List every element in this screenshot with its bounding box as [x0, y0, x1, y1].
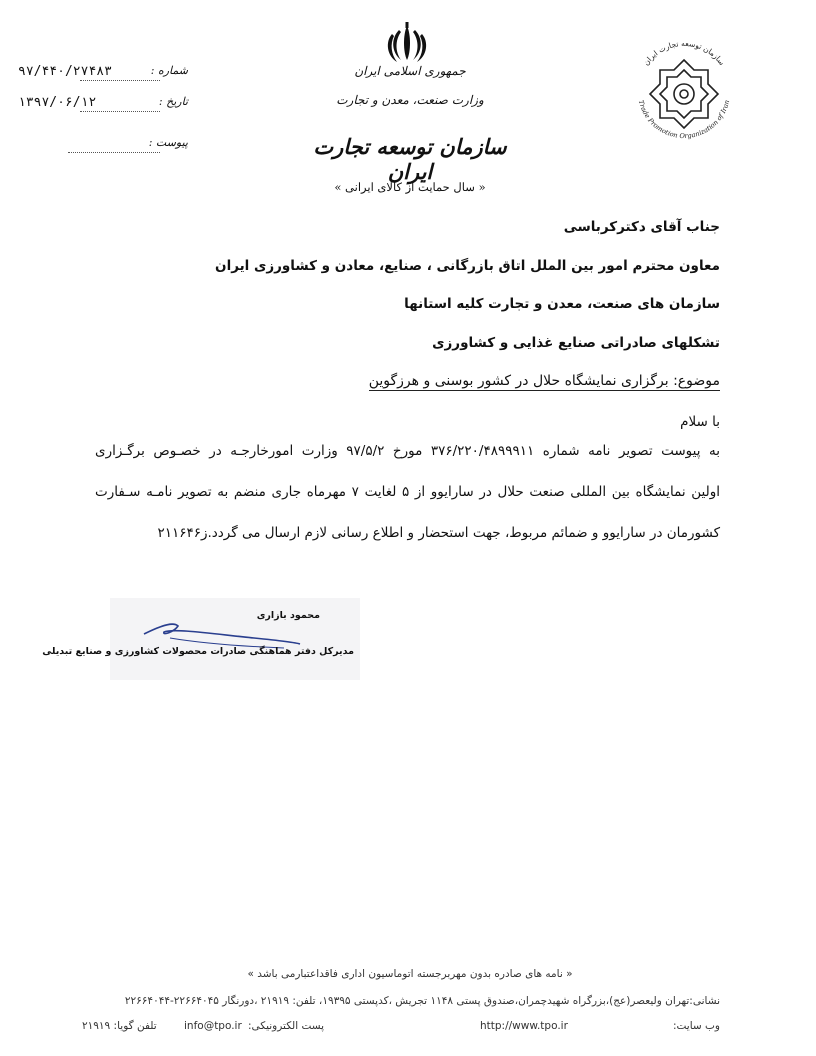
footer-website[interactable]: http://www.tpo.ir: [480, 1020, 568, 1032]
dotted-line: [80, 80, 160, 81]
signatory-title: مدیرکل دفتر هماهنگی صادرات محصولات کشاورزی و صنایع تبدیلی: [42, 646, 354, 657]
attachment-field: [18, 136, 188, 156]
tpo-logo-icon: [624, 30, 744, 150]
letter-subject: موضوع: برگزاری نمایشگاه حلال در کشور بوسنی و هرزگوین: [368, 373, 720, 389]
greeting: با سلام: [680, 414, 720, 430]
footer-phone: تلفن گویا: ۲۱۹۱۹: [82, 1020, 157, 1032]
year-slogan: « سال حمایت از کالای ایرانی »: [334, 180, 486, 194]
recipient-line: سازمان های صنعت، معدن و تجارت کلیه استانها: [404, 296, 720, 312]
logo-en-text: Trade Promotion Organization of Iran: [636, 99, 732, 141]
signature-block: [42, 598, 360, 680]
organization-title: سازمان توسعه تجارت ایران: [313, 134, 507, 184]
logo-fa-text: سازمان توسعه تجارت ایران: [641, 38, 727, 68]
footer-email[interactable]: info@tpo.ir: [184, 1020, 242, 1032]
recipient-line: جناب آقای دکترکرباسی: [563, 219, 720, 235]
letter-date-label: تاریخ :: [158, 95, 188, 108]
iran-emblem-icon: [383, 22, 431, 66]
svg-text:سازمان توسعه تجارت ایران: [642, 39, 727, 68]
svg-text:Trade Promotion Organization o: [637, 99, 731, 140]
recipient-line: معاون محترم امور بین الملل اتاق بازرگانی ، صنایع، معادن و کشاورزی ایران: [215, 258, 720, 274]
body-line: به پیوست تصویر نامه شماره ۳۷۶/۲۲۰/۴۸۹۹۹۱۱ مورخ ۹۷/۵/۲ وزارت امورخارجـه در خصـوص برگـزاری: [95, 443, 720, 459]
letter-date-field: [18, 95, 188, 115]
footer-address: نشانی:تهران ولیعصر(عج)،بزرگراه شهیدچمران،صندوق پستی ۱۱۴۸ تجریش ،کدپستی ۱۹۳۹۵، تلفن: ۲۱۹۱۹ ،دورنگار ۲۲۶۶۴۰۴۵-۲۲۶۶۴۰۴۴: [124, 995, 720, 1007]
letter-number-value: ۹۷/۴۴۰/۲۷۴۸۳: [18, 64, 112, 79]
letter-date-value: ۱۳۹۷/۰۶/۱۲: [18, 95, 97, 110]
body-line: اولین نمایشگاه بین المللی صنعت حلال در سارایوو از ۵ لغایت ۷ مهرماه جاری منضم به تصویر نامـه سـفارت: [95, 484, 721, 500]
ministry-title: وزارت صنعت، معدن و تجارت: [336, 93, 484, 107]
body-line: کشورمان در سارایوو و ضمائم مربوط، جهت استحضار و اطلاع رسانی لازم ارسال می گردد.ز۲۱۱۶۴۶: [157, 525, 720, 541]
republic-title: جمهوری اسلامی ایران: [354, 64, 466, 78]
dotted-line: [80, 111, 160, 112]
attachment-label: پیوست :: [148, 136, 188, 149]
footer-validity-note: « نامه های صادره بدون مهربرجسته اتوماسیون اداری فاقداعتبارمی باشد »: [247, 968, 573, 980]
signatory-name: محمود بازاری: [256, 610, 320, 621]
recipient-line: تشکلهای صادراتی صنایع غذایی و کشاورزی: [432, 335, 720, 351]
letter-number-field: [18, 64, 188, 84]
footer-email-label: پست الکترونیکی:: [248, 1020, 325, 1032]
dotted-line: [68, 152, 160, 153]
footer-website-label: وب سایت:: [672, 1020, 720, 1032]
letter-number-label: شماره :: [150, 64, 188, 77]
